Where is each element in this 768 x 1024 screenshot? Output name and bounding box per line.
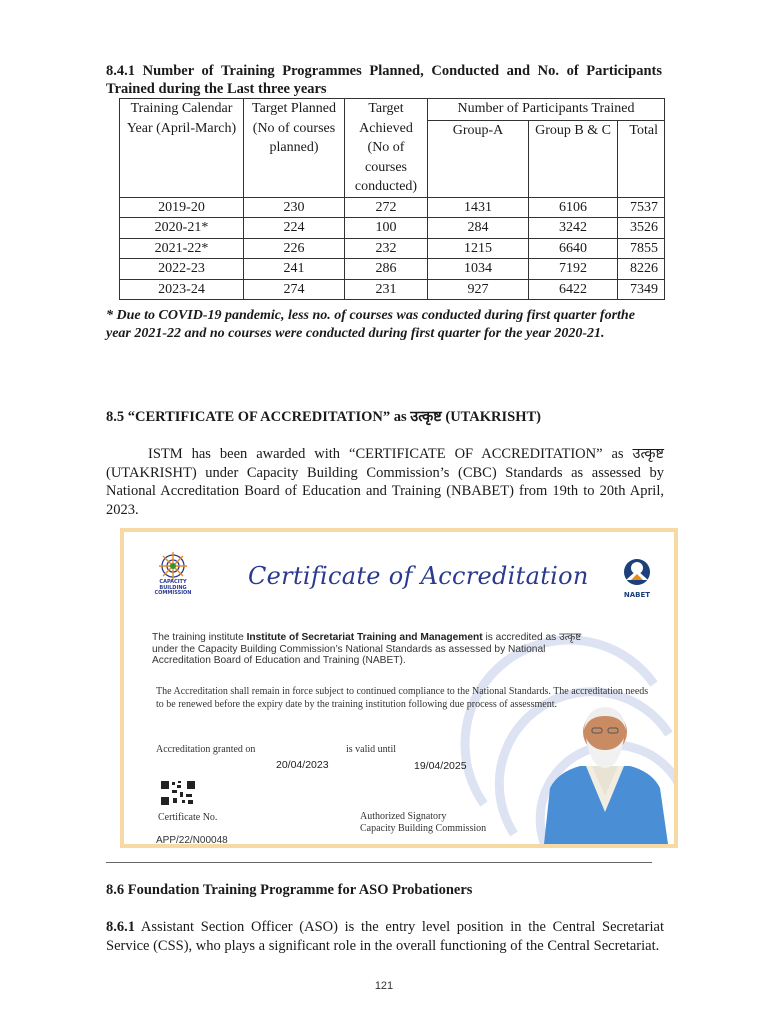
- granted-label: Accreditation granted on: [156, 744, 256, 755]
- accreditation-certificate: [120, 528, 678, 848]
- cell-group-a: 1215: [428, 238, 529, 259]
- cell-achieved: 232: [345, 238, 428, 259]
- cell-planned: 241: [244, 259, 345, 280]
- cell-achieved: 100: [345, 218, 428, 239]
- nabet-logo-text: NABET: [623, 591, 651, 599]
- page-number: 121: [374, 980, 394, 992]
- table-row: [120, 238, 665, 259]
- certificate-number: APP/22/N00048: [156, 835, 228, 844]
- cell-achieved: 231: [345, 279, 428, 300]
- signatory-title: Authorized Signatory: [360, 811, 447, 822]
- covid-footnote: * Due to COVID-19 pandemic, less no. of courses was conducted during first quarter forthe year 2021-22 and no courses were conducted during first quarter for the year 2020-21.: [106, 308, 635, 341]
- cell-planned: 226: [244, 238, 345, 259]
- certificate-conditions: The Accreditation shall remain in force subject to continued compliance to the National Standards. The accreditation needs to be renewed before the expiry date by the training institution following due process of assessment.: [156, 686, 649, 710]
- cell-group-bc: 6422: [529, 279, 618, 300]
- section-heading-86: 8.6 Foundation Training Programme for ASO Probationers: [106, 882, 473, 898]
- header-participants-trained: Number of Participants Trained: [428, 99, 665, 121]
- table-row: [120, 197, 665, 218]
- qr-code-icon: [160, 780, 196, 806]
- cell-year: 2023-24: [120, 279, 244, 300]
- header-total: Total: [618, 120, 665, 197]
- cell-group-bc: 6106: [529, 197, 618, 218]
- cell-total: 7537: [618, 197, 665, 218]
- cell-planned: 224: [244, 218, 345, 239]
- certificate-title: Certificate of Accreditation: [248, 562, 589, 590]
- table-row: [120, 259, 665, 280]
- table-row: [120, 218, 665, 239]
- header-training-year: Training Calendar Year (April-March): [120, 99, 244, 198]
- nabet-logo: [618, 558, 656, 592]
- cell-year: 2019-20: [120, 197, 244, 218]
- header-target-planned: Target Planned (No of courses planned): [244, 99, 345, 198]
- cell-group-bc: 3242: [529, 218, 618, 239]
- header-group-a: Group-A: [428, 120, 529, 197]
- cell-year: 2020-21*: [120, 218, 244, 239]
- header-target-achieved: Target Achieved (No of courses conducted): [345, 99, 428, 198]
- section-heading-85: 8.5 “CERTIFICATE OF ACCREDITATION” as उत्कृष्ट (UTAKRISHT): [106, 409, 541, 425]
- accreditation-paragraph: ISTM has been awarded with “CERTIFICATE OF ACCREDITATION” as उत्कृष्ट (UTAKRISHT) under Capacity Building Commission’s (CBC) Standards as assessed by National Accreditation Board of Education and Training (NBABET) from 19th to 20th April, 2023.: [106, 446, 664, 518]
- table-header-row: [120, 99, 665, 121]
- certificate-number-label: Certificate No.: [158, 812, 218, 823]
- training-programmes-table: [119, 98, 665, 300]
- valid-date: 19/04/2025: [414, 760, 467, 772]
- cell-achieved: 286: [345, 259, 428, 280]
- cell-group-a: 927: [428, 279, 529, 300]
- portrait-photo: [536, 692, 674, 844]
- granted-date: 20/04/2023: [276, 759, 329, 771]
- cell-planned: 274: [244, 279, 345, 300]
- cell-total: 3526: [618, 218, 665, 239]
- cell-group-bc: 7192: [529, 259, 618, 280]
- aso-paragraph: 8.6.1 Assistant Section Officer (ASO) is the entry level position in the Central Secretariat Service (CSS), who plays a significant role in the overall functioning of the Central Secretariat.: [106, 919, 664, 954]
- certificate-statement: The training institute Institute of Secretariat Training and Management is accredited as उत्कृष्ट under the Capacity Building Commission’s National Standards as assessed by National Accreditation Board of Education and Training (NABET).: [152, 632, 582, 667]
- cell-year: 2022-23: [120, 259, 244, 280]
- table-row: [120, 279, 665, 300]
- cell-group-a: 284: [428, 218, 529, 239]
- cell-total: 8226: [618, 259, 665, 280]
- cbc-logo-text: CAPACITY BUILDING COMMISSION: [154, 579, 192, 596]
- header-group-bc: Group B & C: [529, 120, 618, 197]
- valid-label: is valid until: [346, 744, 396, 755]
- cell-total: 7855: [618, 238, 665, 259]
- cell-group-a: 1431: [428, 197, 529, 218]
- section-heading-841: 8.4.1 Number of Training Programmes Planned, Conducted and No. of Participants Trained during the Last three years: [106, 63, 662, 97]
- cell-group-a: 1034: [428, 259, 529, 280]
- section-divider: [106, 862, 652, 863]
- cell-achieved: 272: [345, 197, 428, 218]
- cell-year: 2021-22*: [120, 238, 244, 259]
- cell-group-bc: 6640: [529, 238, 618, 259]
- signatory-organisation: Capacity Building Commission: [360, 823, 487, 834]
- cell-planned: 230: [244, 197, 345, 218]
- cell-total: 7349: [618, 279, 665, 300]
